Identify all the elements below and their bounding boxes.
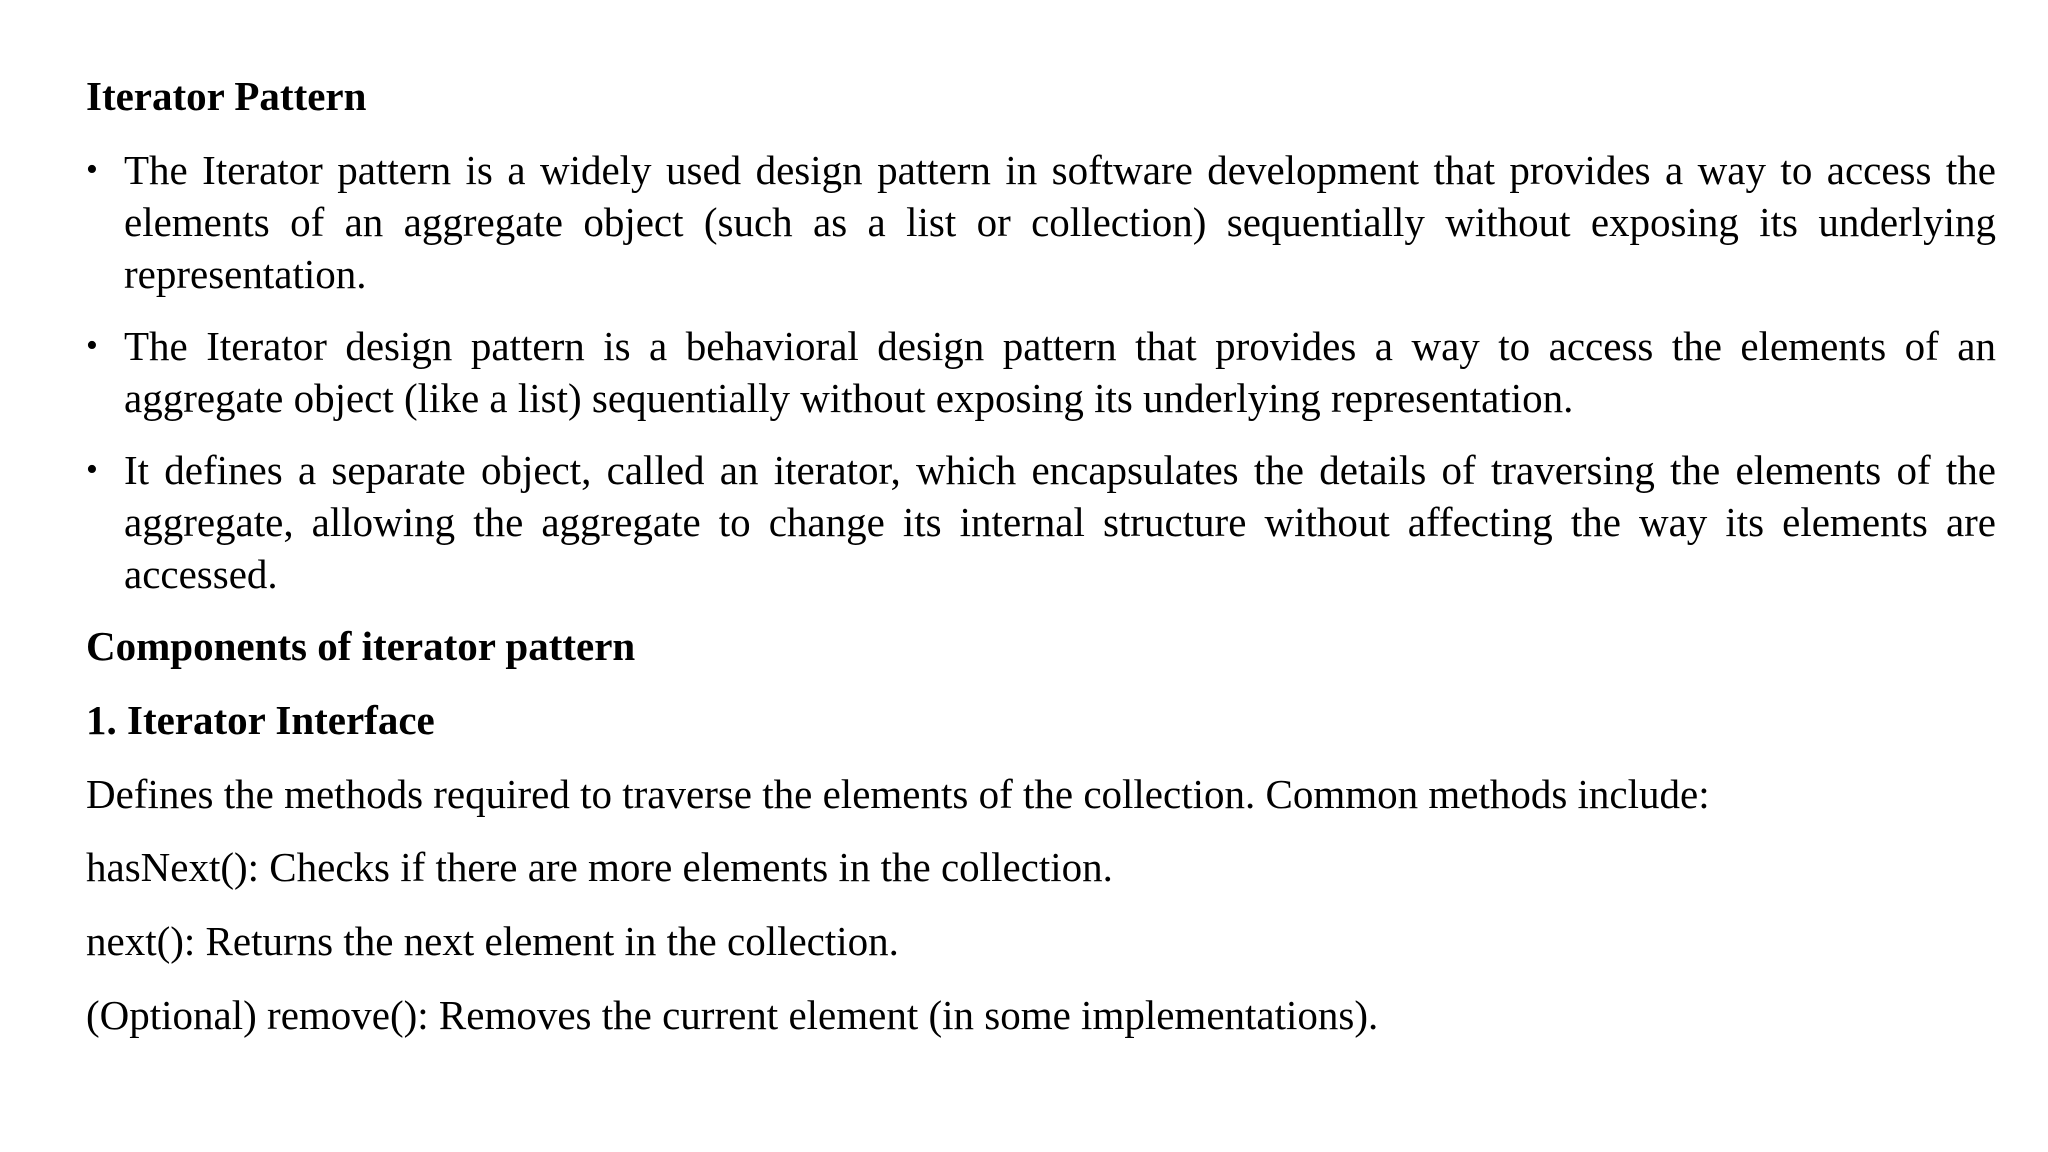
components-heading: Components of iterator pattern [86, 623, 636, 669]
bullet-icon: • [86, 151, 98, 188]
bullet-icon: • [86, 327, 98, 364]
bullet-item [86, 144, 1996, 300]
paragraph: (Optional) remove(): Removes the current element (in some implementations). [86, 992, 1379, 1038]
bullet-text: It defines a separate object, called an iterator, which encapsulates the details of traversing the elements of the aggregate, allowing the aggregate to change its internal structure without affecting the way its elements are accessed. [124, 447, 1996, 597]
bullet-text: The Iterator design pattern is a behavioral design pattern that provides a way to access the elements of an aggregate object (like a list) sequentially without exposing its underlying representation. [124, 323, 1996, 421]
paragraph: hasNext(): Checks if there are more elements in the collection. [86, 844, 1113, 890]
bullet-item [86, 444, 1996, 600]
section-heading: 1. Iterator Interface [86, 697, 435, 743]
paragraph: Defines the methods required to traverse the elements of the collection. Common methods include: [86, 771, 1710, 817]
bullet-item [86, 320, 1996, 424]
bullet-text: The Iterator pattern is a widely used design pattern in software development that provides a way to access the elements of an aggregate object (such as a list or collection) sequentially without exposing its underlying representation. [124, 147, 1996, 297]
page-title: Iterator Pattern [86, 73, 367, 119]
paragraph: next(): Returns the next element in the collection. [86, 918, 899, 964]
bullet-icon: • [86, 451, 98, 488]
